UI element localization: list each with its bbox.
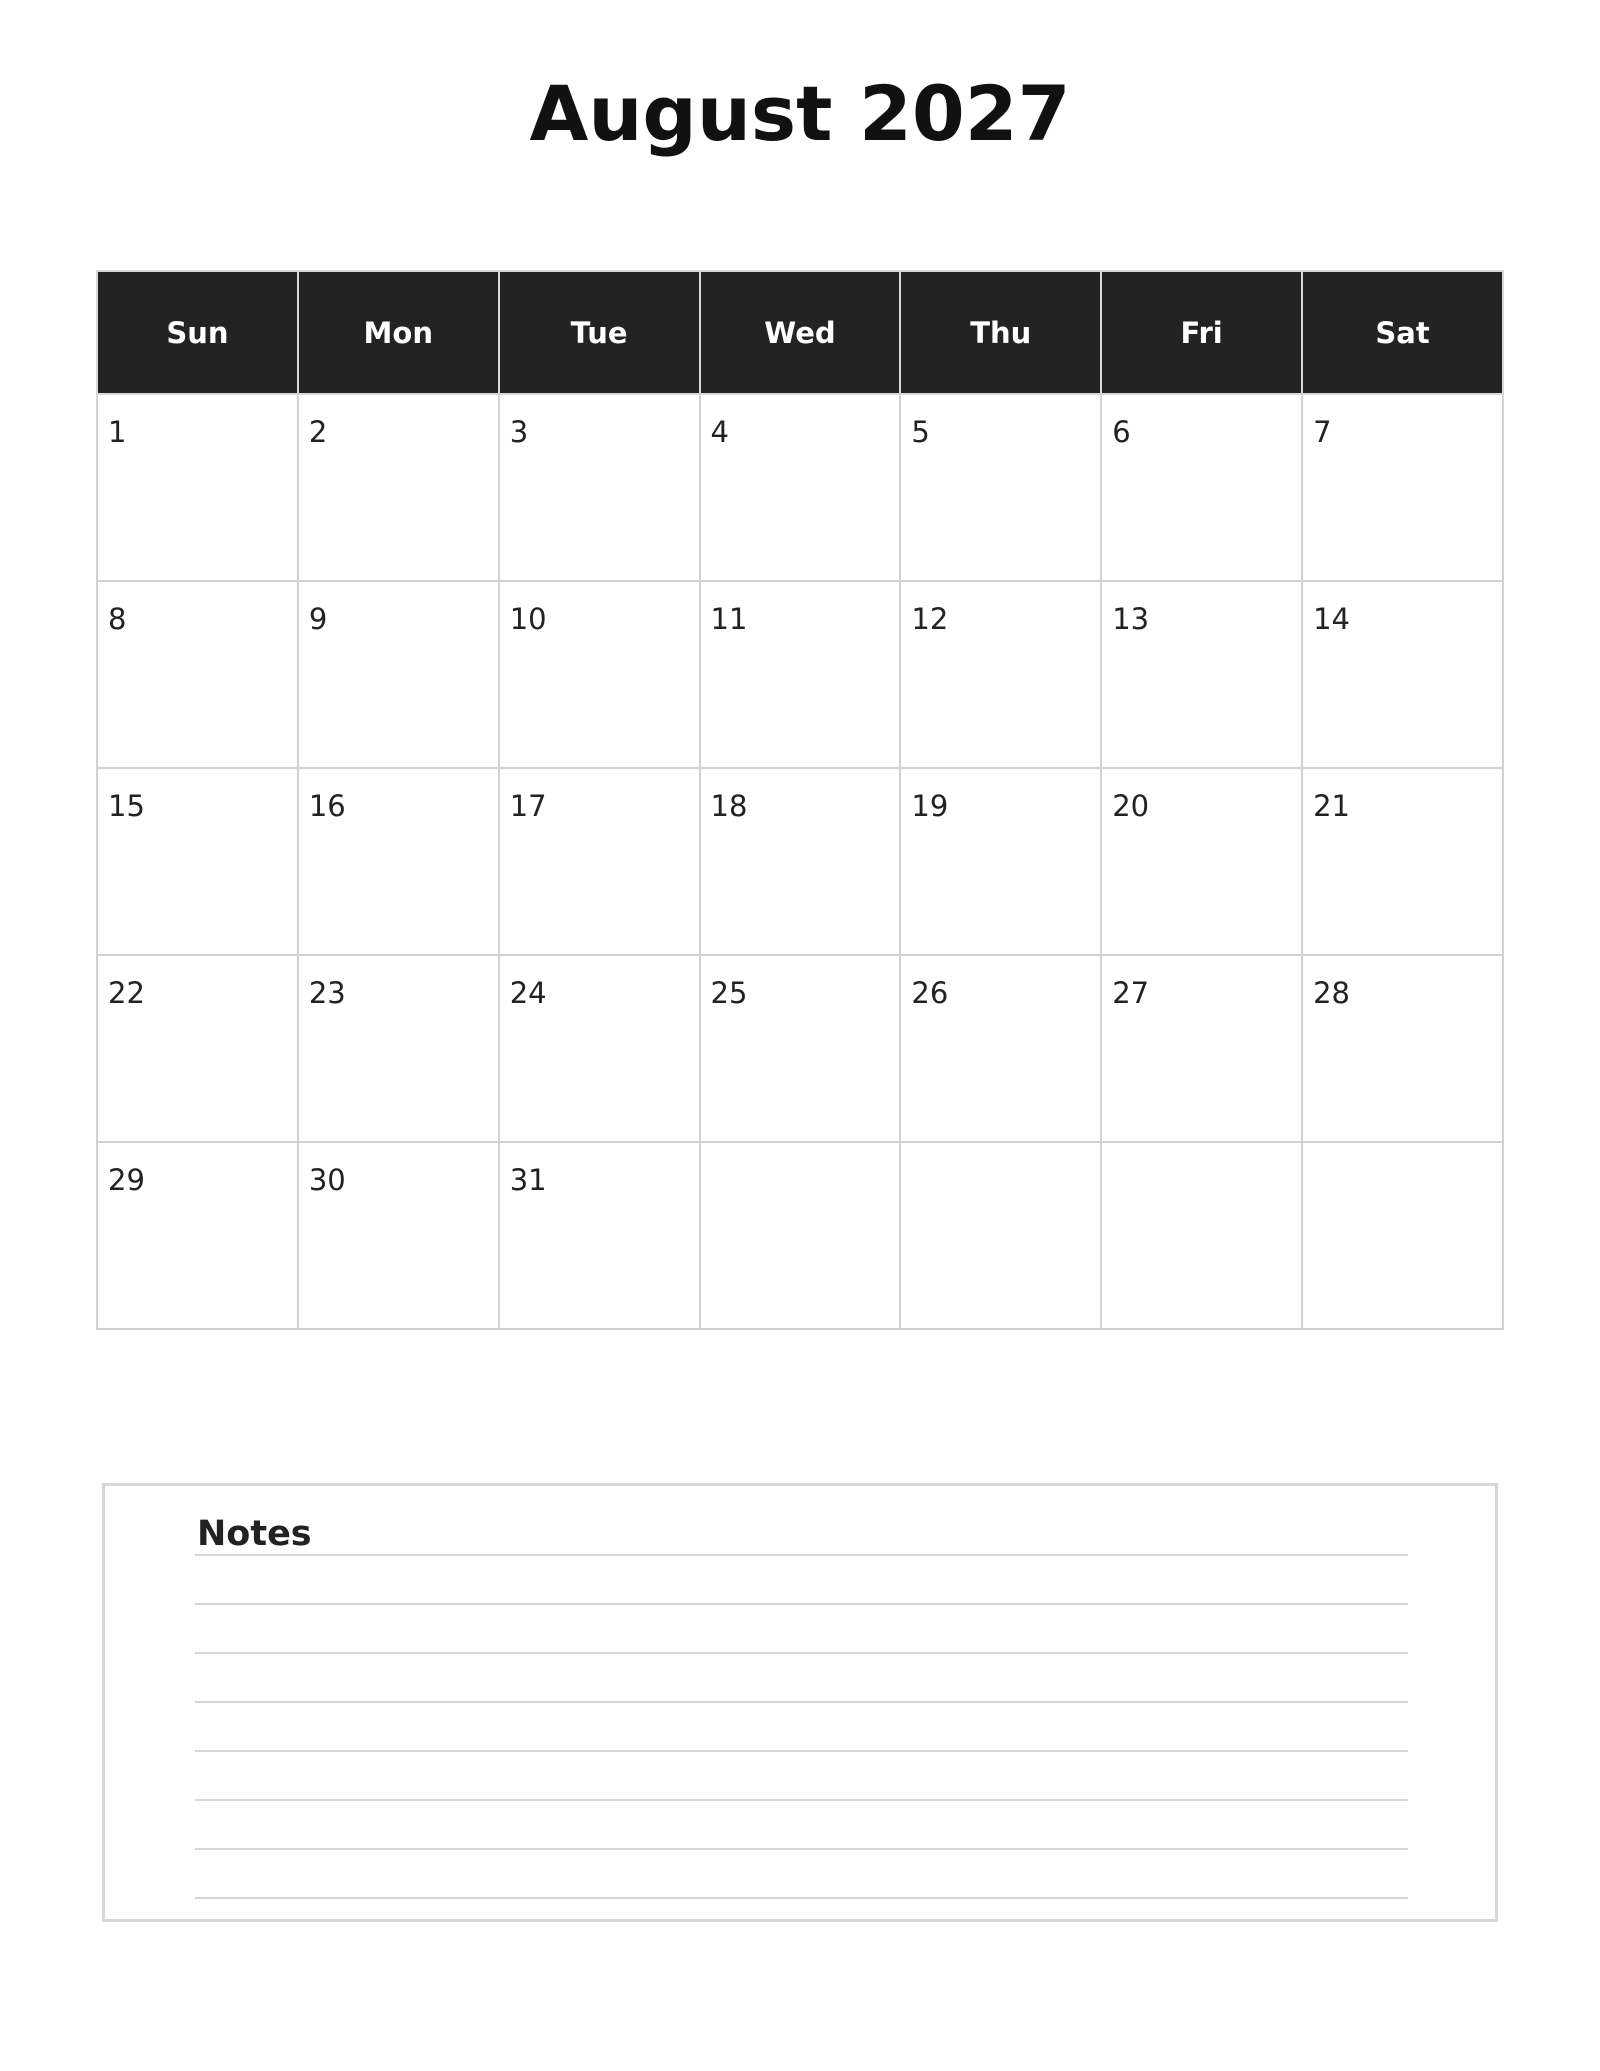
notes-line (195, 1652, 1408, 1654)
day-cell[interactable] (499, 394, 700, 581)
week-row (97, 581, 1503, 768)
day-number: 26 (911, 976, 949, 1010)
day-number: 22 (108, 976, 145, 1010)
notes-line (195, 1603, 1408, 1605)
day-number: 6 (1112, 415, 1131, 449)
day-cell[interactable] (1302, 394, 1503, 581)
day-cell[interactable] (1302, 955, 1503, 1142)
day-cell[interactable] (1101, 1142, 1302, 1329)
page-title: August 2027 (529, 69, 1071, 158)
day-cell[interactable] (700, 955, 901, 1142)
day-cell[interactable] (97, 955, 298, 1142)
notes-box[interactable] (102, 1483, 1498, 1922)
day-cell[interactable] (700, 768, 901, 955)
day-number: 4 (710, 415, 729, 449)
day-cell[interactable] (900, 394, 1101, 581)
day-cell[interactable] (900, 768, 1101, 955)
day-number: 3 (509, 415, 529, 449)
day-number: 21 (1313, 789, 1350, 823)
day-cell[interactable] (298, 1142, 499, 1329)
weekday-header-wed: Wed (700, 271, 901, 394)
day-number: 24 (509, 976, 547, 1010)
weekday-header-mon: Mon (298, 271, 499, 394)
weekday-header-sun: Sun (97, 271, 298, 394)
day-number: 30 (308, 1163, 346, 1197)
day-cell[interactable] (298, 394, 499, 581)
day-cell[interactable] (97, 394, 298, 581)
day-number: 23 (308, 976, 346, 1010)
day-number: 12 (911, 602, 949, 636)
day-number: 28 (1313, 976, 1350, 1010)
day-number: 8 (108, 602, 127, 636)
weekday-header-thu: Thu (900, 271, 1101, 394)
week-row (97, 955, 1503, 1142)
day-cell[interactable] (1101, 581, 1302, 768)
day-cell[interactable] (298, 955, 499, 1142)
day-cell[interactable] (499, 768, 700, 955)
notes-line (195, 1701, 1408, 1703)
day-number: 14 (1313, 602, 1350, 636)
day-cell[interactable] (1302, 768, 1503, 955)
day-number: 2 (308, 415, 328, 449)
day-number: 29 (108, 1163, 145, 1197)
day-cell[interactable] (97, 581, 298, 768)
day-cell[interactable] (298, 768, 499, 955)
day-number: 1 (108, 415, 127, 449)
day-cell[interactable] (97, 768, 298, 955)
day-number: 10 (509, 602, 547, 636)
weekday-header-fri: Fri (1101, 271, 1302, 394)
day-number: 7 (1313, 415, 1332, 449)
day-cell[interactable] (1101, 768, 1302, 955)
day-number: 11 (710, 602, 748, 636)
day-cell[interactable] (499, 1142, 700, 1329)
day-cell[interactable] (499, 955, 700, 1142)
day-number: 17 (509, 789, 547, 823)
day-number: 31 (509, 1163, 547, 1197)
day-number: 5 (911, 415, 930, 449)
day-cell[interactable] (499, 581, 700, 768)
day-cell[interactable] (1101, 394, 1302, 581)
day-number: 18 (710, 789, 748, 823)
week-row (97, 1142, 1503, 1329)
day-number: 20 (1112, 789, 1150, 823)
day-number: 19 (911, 789, 949, 823)
weekday-header-row (97, 271, 1503, 394)
day-number: 9 (308, 602, 328, 636)
day-cell[interactable] (900, 1142, 1101, 1329)
notes-line (195, 1750, 1408, 1752)
day-cell[interactable] (1101, 955, 1302, 1142)
day-number: 15 (108, 789, 145, 823)
day-number: 25 (710, 976, 748, 1010)
weekday-header-tue: Tue (499, 271, 700, 394)
notes-line (195, 1799, 1408, 1801)
notes-line (195, 1897, 1408, 1899)
weekday-header-sat: Sat (1302, 271, 1503, 394)
day-cell[interactable] (298, 581, 499, 768)
notes-line (195, 1554, 1408, 1556)
day-cell[interactable] (700, 581, 901, 768)
day-number: 27 (1112, 976, 1150, 1010)
calendar-grid (96, 270, 1504, 1330)
day-cell[interactable] (900, 955, 1101, 1142)
week-row (97, 394, 1503, 581)
day-number: 16 (308, 789, 346, 823)
day-cell[interactable] (1302, 581, 1503, 768)
day-cell[interactable] (700, 1142, 901, 1329)
day-cell[interactable] (1302, 1142, 1503, 1329)
day-cell[interactable] (700, 394, 901, 581)
day-number: 13 (1112, 602, 1150, 636)
day-cell[interactable] (97, 1142, 298, 1329)
week-row (97, 768, 1503, 955)
day-cell[interactable] (900, 581, 1101, 768)
notes-line (195, 1848, 1408, 1850)
notes-title: Notes (197, 1514, 312, 1554)
